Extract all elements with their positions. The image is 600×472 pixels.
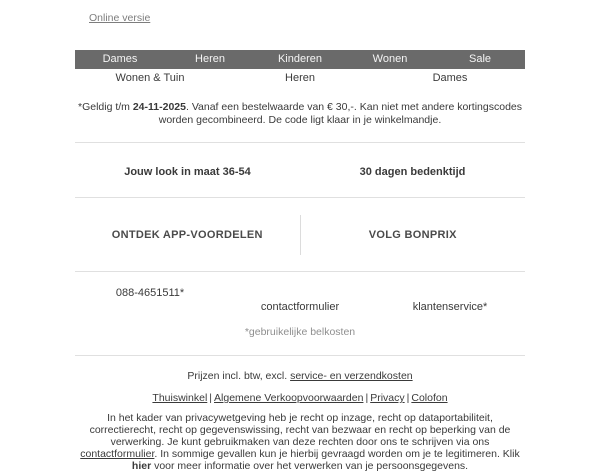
privacy-text-1: In het kader van privacywetgeving heb je recht op inzage, recht op dataportabiliteit, correctierecht, recht op gegevenswissing, recht van bezwaar en recht op beperking van de verwerking. Je kunt gebruikmaken van deze rechten door ons te schrijven via ons bbox=[89, 412, 511, 448]
nav-item-kinderen[interactable]: Kinderen bbox=[277, 53, 323, 65]
privacy-text-2: . In sommige gevallen kun je hierbij gevraagd worden om je te legitimeren. Klik bbox=[154, 448, 520, 460]
action-row bbox=[75, 198, 525, 271]
app-benefits-link[interactable]: ONTDEK APP-VOORDELEN bbox=[111, 229, 263, 241]
contact-form-link[interactable]: contactformulier bbox=[260, 301, 340, 313]
nav-item-dames[interactable]: Dames bbox=[102, 53, 138, 65]
separator: | bbox=[365, 392, 369, 404]
separator: | bbox=[406, 392, 410, 404]
shipping-costs-link[interactable]: service- en verzendkosten bbox=[290, 370, 413, 382]
contact-form-footer-link[interactable]: contactformulier bbox=[80, 448, 155, 460]
online-version-link[interactable]: Online versie bbox=[89, 12, 151, 24]
promo-validity-text bbox=[75, 101, 525, 127]
subnav-item-wonen-tuin[interactable]: Wonen & Tuin bbox=[115, 72, 185, 84]
more-info-link[interactable]: hier bbox=[131, 460, 152, 472]
usp-row bbox=[75, 143, 525, 197]
divider bbox=[75, 355, 525, 356]
promo-prefix: *Geldig t/m bbox=[77, 101, 133, 113]
main-navbar bbox=[75, 50, 525, 69]
phone-number[interactable]: 088-4651511* bbox=[115, 287, 185, 299]
thuiswinkel-link[interactable]: Thuiswinkel bbox=[152, 392, 208, 404]
online-version-row bbox=[75, 0, 525, 26]
separator: | bbox=[209, 392, 213, 404]
contact-row bbox=[75, 272, 525, 313]
customer-service-link[interactable]: klantenservice* bbox=[412, 301, 488, 313]
privacy-paragraph bbox=[75, 412, 525, 472]
nav-item-wonen[interactable]: Wonen bbox=[372, 53, 408, 65]
nav-item-heren[interactable]: Heren bbox=[195, 53, 225, 65]
subnav-item-dames[interactable]: Dames bbox=[432, 72, 468, 84]
nav-item-sale[interactable]: Sale bbox=[468, 53, 492, 65]
terms-link[interactable]: Algemene Verkoopvoorwaarden bbox=[214, 392, 364, 404]
promo-date: 24-11-2025 bbox=[132, 101, 186, 113]
usp-sizes: Jouw look in maat 36-54 bbox=[124, 166, 251, 178]
privacy-link[interactable]: Privacy bbox=[370, 392, 405, 404]
sub-navbar bbox=[75, 69, 525, 87]
email-content bbox=[75, 0, 525, 472]
follow-bonprix-link[interactable]: VOLG BONPRIX bbox=[368, 229, 457, 241]
colofon-link[interactable]: Colofon bbox=[411, 392, 448, 404]
usp-return-period: 30 dagen bedenktijd bbox=[359, 166, 466, 178]
legal-links-row bbox=[75, 392, 525, 404]
promo-suffix: . Vanaf een bestelwaarde van € 30,-. Kan niet met andere kortingscodes worden gecombineerd. De code ligt klaar in je winkelmandje. bbox=[158, 101, 522, 126]
prices-text: Prijzen incl. btw, excl. bbox=[187, 370, 291, 382]
prices-line bbox=[75, 370, 525, 382]
privacy-text-3: voor meer informatie over het verwerken van je persoonsgegevens. bbox=[151, 460, 469, 472]
call-costs-note: *gebruikelijke belkosten bbox=[244, 326, 356, 338]
subnav-item-heren[interactable]: Heren bbox=[285, 72, 315, 84]
